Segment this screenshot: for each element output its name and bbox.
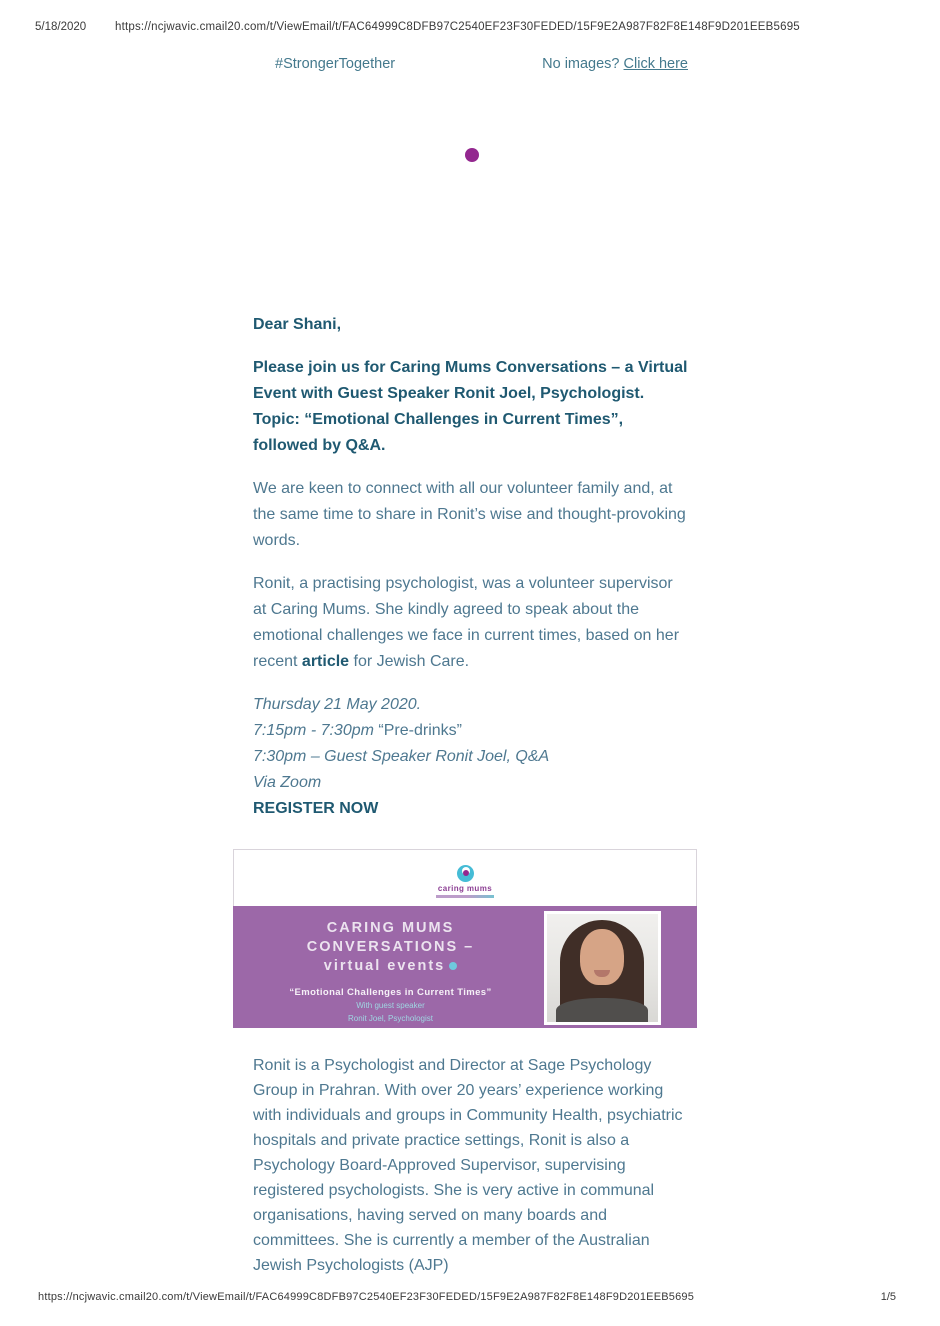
email-preheader <box>275 56 688 72</box>
banner-title <box>233 919 548 976</box>
register-now-link[interactable]: REGISTER NOW <box>253 800 379 817</box>
click-here-link[interactable]: Click here <box>623 56 688 72</box>
bio-paragraph: Ronit is a Psychologist and Director at Sage Psychology Group in Prahran. With over 20 years’ experience working with individuals and groups in Community Health, psychiatric hospitals and private practice settings, Ronit is also a Psychology Board-Approved Supervisor, supervising registered psychologists. She is very active in communal organisations, having served on many boards and committees. She is currently a member of the Australian Jewish Psychologists (AJP) <box>253 1057 683 1274</box>
blue-dot-icon <box>449 962 457 970</box>
print-header-url: https://ncjwavic.cmail20.com/t/ViewEmail/t/FAC64999C8DFB97C2540EF23F30FEDED/15F9E2A987F82F8E148F9D201EEB5695 <box>115 21 800 33</box>
print-date: 5/18/2020 <box>35 21 87 33</box>
event-speaker-line: 7:30pm – Guest Speaker Ronit Joel, Q&A <box>253 748 550 765</box>
event-predrinks-time: 7:15pm - 7:30pm <box>253 722 379 739</box>
banner-title-line2: CONVERSATIONS – <box>306 939 475 955</box>
print-footer-url: https://ncjwavic.cmail20.com/t/ViewEmail/t/FAC64999C8DFB97C2540EF23F30FEDED/15F9E2A987F82F8E148F9D201EEB5695 <box>38 1291 695 1303</box>
print-header <box>35 21 915 33</box>
body-paragraph-1: We are keen to connect with all our volunteer family and, at the same time to share in Ronit’s wise and thought-provoking words. <box>253 480 686 549</box>
banner-purple-band <box>233 906 697 1028</box>
no-images-text: No images? <box>542 56 620 72</box>
banner-speaker-intro: With guest speaker <box>356 1001 425 1010</box>
event-predrinks-label: “Pre-drinks” <box>378 722 462 739</box>
caring-mums-logo-icon <box>457 865 474 882</box>
logo-tagline-bar <box>436 895 494 898</box>
photo-torso-shape <box>556 998 648 1022</box>
email-body <box>253 312 690 822</box>
banner-speaker-name: Ronit Joel, Psychologist <box>348 1014 433 1023</box>
banner-logo-band <box>233 849 697 906</box>
caring-mums-logo <box>436 859 494 898</box>
banner-topic: “Emotional Challenges in Current Times” <box>289 987 492 998</box>
page-indicator: 1/5 <box>880 1291 896 1303</box>
intro-paragraph: Please join us for Caring Mums Conversations – a Virtual Event with Guest Speaker Ronit Joel, Psychologist. Topic: “Emotional Challenges in Current Times”, followed by Q&A. <box>253 359 688 454</box>
article-link[interactable]: article <box>301 653 350 670</box>
event-predrinks-line <box>253 718 690 744</box>
brand-dot-icon <box>465 148 479 162</box>
preheader-hashtag: #StrongerTogether <box>275 56 396 72</box>
greeting: Dear Shani, <box>253 316 342 333</box>
event-platform-line: Via Zoom <box>253 774 322 791</box>
body-paragraph-2-text: Ronit, a practising psychologist, was a volunteer supervisor at Caring Mums. She kindly agreed to speak about the emotional challenges we face in current times, based on her recent <box>253 575 680 670</box>
banner-title-line1: CARING MUMS <box>326 920 455 936</box>
event-details <box>253 692 690 822</box>
no-images-row <box>542 56 688 72</box>
speaker-photo <box>544 911 661 1025</box>
speaker-photo-art <box>547 914 658 1022</box>
banner-text-block <box>233 919 548 1024</box>
body-paragraph-2 <box>253 571 690 675</box>
logo-center-dot-icon <box>463 870 469 876</box>
print-footer <box>38 1291 896 1303</box>
banner-title-line3: virtual events <box>323 958 446 974</box>
event-banner-image[interactable] <box>233 849 697 1028</box>
caring-mums-logo-text: caring mums <box>437 883 493 893</box>
body-paragraph-2-tail: for Jewish Care. <box>349 653 470 670</box>
event-date-line: Thursday 21 May 2020. <box>253 696 422 713</box>
